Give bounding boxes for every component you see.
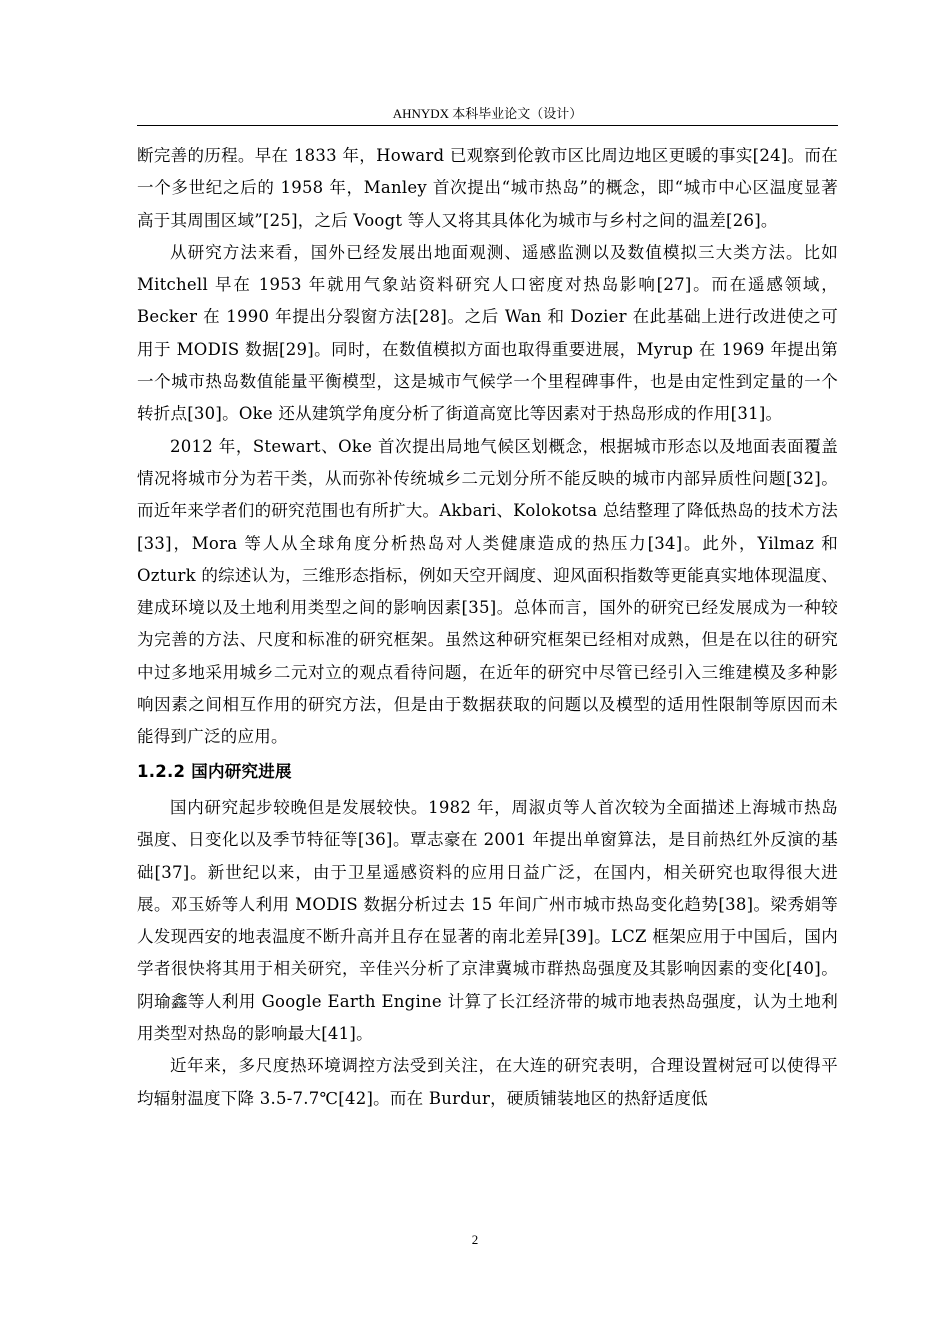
- section-heading: 1.2.2 国内研究进展: [137, 761, 292, 781]
- body-text: [137, 140, 838, 1115]
- paragraph: 从研究方法来看，国外已经发展出地面观测、遥感监测以及数值模拟三大类方法。比如 Mitchell 早在 1953 年就用气象站资料研究人口密度对热岛影响[27]。而在遥感领域，Becker 在 1990 年提出分裂窗方法[28]。之后 Wan 和 Dozier 在此基础上进行改进使之可用于 MODIS 数据[29]。同时，在数值模拟方面也取得重要进展，Myrup 在 1969 年提出第一个城市热岛数值能量平衡模型，这是城市气候学一个里程碑事件，也是由定性到定量的一个转折点[30]。Oke 还从建筑学角度分析了街道高宽比等因素对于热岛形成的作用[31]。: [137, 242, 838, 424]
- paragraph: 国内研究起步较晚但是发展较快。1982 年，周淑贞等人首次较为全面描述上海城市热岛强度、日变化以及季节特征等[36]。覃志豪在 2001 年提出单窗算法，是目前热红外反演的基础[37]。新世纪以来，由于卫星遥感资料的应用日益广泛，在国内，相关研究也取得很大进展。邓玉娇等人利用 MODIS 数据分析过去 15 年间广州市城市热岛变化趋势[38]。梁秀娟等人发现西安的地表温度不断升高并且存在显著的南北差异[39]。LCZ 框架应用于中国后，国内学者很快将其用于相关研究，辛佳兴分析了京津冀城市群热岛强度及其影响因素的变化[40]。阴瑜鑫等人利用 Google Earth Engine 计算了长江经济带的城市地表热岛强度，认为土地利用类型对热岛的影响最大[41]。: [137, 797, 838, 1044]
- header-rule: [137, 125, 838, 126]
- paragraph: 2012 年，Stewart、Oke 首次提出局地气候区划概念，根据城市形态以及地面表面覆盖情况将城市分为若干类，从而弥补传统城乡二元划分所不能反映的城市内部异质性问题[32]。而近年来学者们的研究范围也有所扩大。Akbari、Kolokotsa 总结整理了降低热岛的技术方法[33]，Mora 等人从全球角度分析热岛对人类健康造成的热压力[34]。此外，Yilmaz 和 Ozturk 的综述认为，三维形态指标，例如天空开阔度、迎风面积指数等更能真实地体现温度、建成环境以及土地利用类型之间的影响因素[35]。总体而言，国外的研究已经发展成为一种较为完善的方法、尺度和标准的研究框架。虽然这种研究框架已经相对成熟，但是在以往的研究中过多地采用城乡二元对立的观点看待问题，在近年的研究中尽管已经引入三维建模及多种影响因素之间相互作用的研究方法，但是由于数据获取的问题以及模型的适用性限制等原因而未能得到广泛的应用。: [137, 436, 838, 747]
- running-header: AHNYDX 本科毕业论文（设计）: [392, 106, 583, 121]
- paragraph: 近年来，多尺度热环境调控方法受到关注，在大连的研究表明，合理设置树冠可以使得平均辐射温度下降 3.5-7.7℃[42]。而在 Burdur，硬质铺装地区的热舒适度低: [137, 1056, 838, 1108]
- page-number: 2: [471, 1232, 479, 1247]
- paragraph: 断完善的历程。早在 1833 年，Howard 已观察到伦敦市区比周边地区更暖的事实[24]。而在一个多世纪之后的 1958 年，Manley 首次提出“城市热岛”的概念，即“城市中心区温度显著高于其周围区域”[25]，之后 Voogt 等人又将其具体化为城市与乡村之间的温差[26]。: [137, 146, 838, 230]
